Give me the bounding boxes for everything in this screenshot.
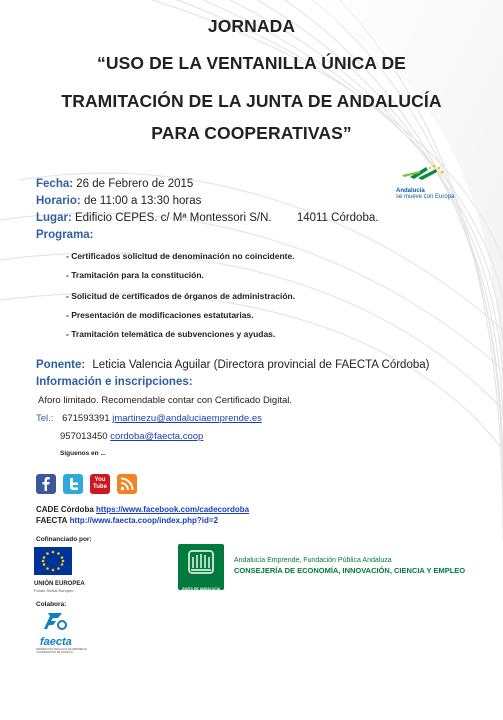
cade-label: CADE Córdoba [36,505,94,514]
youtube-icon-text: You Tube [93,477,107,490]
event-title-line-1: “USO DE LA VENTANILLA ÚNICA DE [97,53,406,73]
list-item: - Tramitación telemática de subvenciones y ayudas. [66,329,276,339]
siguenos-label: Síguenos en ... [60,450,106,457]
cade-facebook-link[interactable]: https://www.facebook.com/cadecordoba [96,505,250,514]
junta-logo [178,544,224,590]
faecta-symbol-icon [44,610,68,632]
horario-row [36,195,201,207]
fecha-value: 26 de Febrero de 2015 [76,178,194,190]
event-title-line-2: TRAMITACIÓN DE LA JUNTA DE ANDALUCÍA [61,91,442,111]
programa-heading [36,229,94,241]
fecha-row [36,178,193,190]
ponente-label: Ponente: [36,359,86,371]
tel-label: Tel.: [36,413,54,424]
junta-logo-text: JUNTA DE ANDALUCIA [181,587,221,591]
horario-label: Horario: [36,195,81,207]
ponente-value: Leticia Valencia Aguilar (Directora provincial de FAECTA Córdoba) [92,359,430,371]
andalucia-logo-line1: Andalucía [396,188,425,194]
eu-name: UNIÓN EUROPEA [34,581,85,587]
fecha-label: Fecha: [36,178,74,190]
junta-emblem-icon [178,544,224,582]
andalucia-europa-logo [392,163,462,200]
inscripciones-heading [36,376,193,388]
aforo-text: Aforo limitado. Recomendable contar con Certificado Digital. [38,395,292,406]
lugar-row [36,212,378,224]
eu-logo [34,547,94,593]
andalucia-flag-icon [392,163,462,183]
ae-line-2: CONSEJERÍA DE ECONOMÍA, INNOVACIÓN, CIENCIA Y EMPLEO [234,566,466,575]
cade-row [36,505,249,514]
faecta-label: FAECTA [36,516,68,525]
faecta-logo-subtext: FEDERACIÓN ANDALUZA DE EMPRESAS COOPERATIVAS DE TRABAJO [36,648,87,654]
faecta-row [36,516,218,525]
andalucia-emprende-block [234,556,465,576]
event-title-line-3: PARA COOPERATIVAS” [151,123,352,143]
faecta-logo [36,610,100,654]
faecta-logo-text: faecta [40,636,72,648]
lugar-value: Edificio CEPES. c/ Mª Montessori S/N. [74,212,272,224]
tel-row-1 [36,413,262,424]
facebook-icon[interactable] [36,474,56,494]
programa-list [66,251,296,339]
twitter-icon[interactable] [63,474,83,494]
email-link-2[interactable]: cordoba@faecta.coop [110,431,204,442]
tel-2: 957013450 [60,431,108,442]
youtube-icon[interactable] [90,474,110,494]
eu-flag-icon [34,547,72,575]
list-item: - Tramitación para la constitución. [66,270,204,280]
list-item: - Presentación de modificaciones estatutarias. [66,310,254,320]
colabora-label: Colabora: [36,601,67,608]
tel-1: 671593391 [62,413,110,424]
horario-value: de 11:00 a 13:30 horas [83,195,202,207]
ae-line-1: Andalucía Emprende, Fundación Pública Andaluza [234,557,392,564]
inscripciones-label: Información e inscripciones: [36,376,193,388]
list-item: - Certificados solicitud de denominación no coincidente. [66,251,295,261]
rss-icon[interactable] [117,474,137,494]
tel-row-2 [60,431,203,442]
ponente-row [36,359,429,371]
programa-label: Programa: [36,229,94,241]
andalucia-logo-line2: se mueve con Europa [396,194,455,200]
cofinanciado-label: Cofinanciado por: [36,536,92,543]
faecta-url: http://www.faecta.coop/index.php?id=2 [69,516,219,525]
eu-fund: Fondo Social Europeo [34,588,74,593]
email-link-1[interactable]: jmartinezu@andaluciaemprende.es [112,413,262,424]
list-item: - Solicitud de certificados de órganos de administración. [66,291,296,301]
event-type-heading: JORNADA [207,16,296,36]
lugar-postal-code: 14011 Córdoba. [296,212,379,224]
lugar-label: Lugar: [36,212,72,224]
